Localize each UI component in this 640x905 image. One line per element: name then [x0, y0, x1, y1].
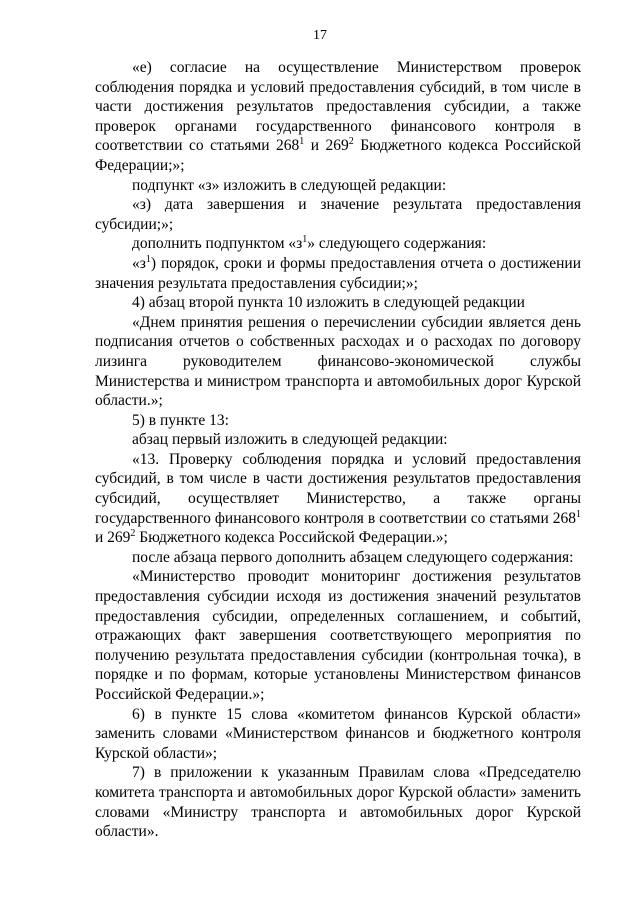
page-number: 17 — [313, 28, 327, 43]
paragraph: 4) абзац второй пункта 10 изложить в следующей редакции — [132, 294, 525, 312]
paragraph: «$з^1$) порядок, сроки и формы предоставления отчета о достижении значения результата предоставления субсидии;»; — [95, 253, 581, 292]
paragraph: 6) в пункте 15 слова «комитетом финансов Курской области» заменить словами «Министерством финансов и бюджетного контроля Курской области»; — [95, 705, 581, 762]
document-body — [95, 58, 581, 842]
paragraph: «е) согласие на осуществление Министерством проверок соблюдения порядка и условий предоставления субсидий, в том числе в части достижения результатов предоставления субсидии, а также проверок органами государственного финансового контроля в соответствии со статьями $268^1$ и $269^2$ Бюджетного кодекса Российской Федерации;»; — [95, 59, 582, 174]
paragraph: 7) в приложении к указанным Правилам слова «Председателю комитета транспорта и автомобильных дорог Курской области» заменить словами «Министру транспорта и автомобильных дорог Курской области». — [95, 764, 581, 841]
paragraph: подпункт «з» изложить в следующей редакции: — [132, 176, 447, 194]
paragraph: «13. Проверку соблюдения порядка и условий предоставления субсидий, в том числе в части достижения результатов предоставления субсидий, осуществляет Министерство, а также органы государственного финансового контроля в соответствии со статьями $268^1$ и $269^2$ Бюджетного кодекса Российской Федерации.»; — [95, 450, 581, 547]
paragraph: после абзаца первого дополнить абзацем следующего содержания: — [132, 548, 574, 566]
paragraph: 5) в пункте 13: — [132, 411, 229, 429]
paragraph: «Днем принятия решения о перечислении субсидии является день подписания отчетов о собственных расходах и о расходах по договору лизинга руководителем финансово-экономической службы Министерства и министром транспорта и автомобильных дорог Курской области.»; — [95, 313, 581, 410]
paragraph: «Министерство проводит мониторинг достижения результатов предоставления субсидии исходя из достижения значений результатов предоставления субсидии, определенных соглашением, и событий, отражающих факт завершения соответствующего мероприятия по получению результата предоставления субсидии (контрольная точка), в порядке и по формам, которые установлены Министерством финансов Российской Федерации.»; — [95, 568, 581, 703]
paragraph: «з) дата завершения и значение результата предоставления субсидии;»; — [95, 196, 581, 233]
paragraph: абзац первый изложить в следующей редакции: — [132, 431, 448, 449]
paragraph: дополнить подпунктом «$з^1$» следующего содержания: — [132, 234, 487, 253]
